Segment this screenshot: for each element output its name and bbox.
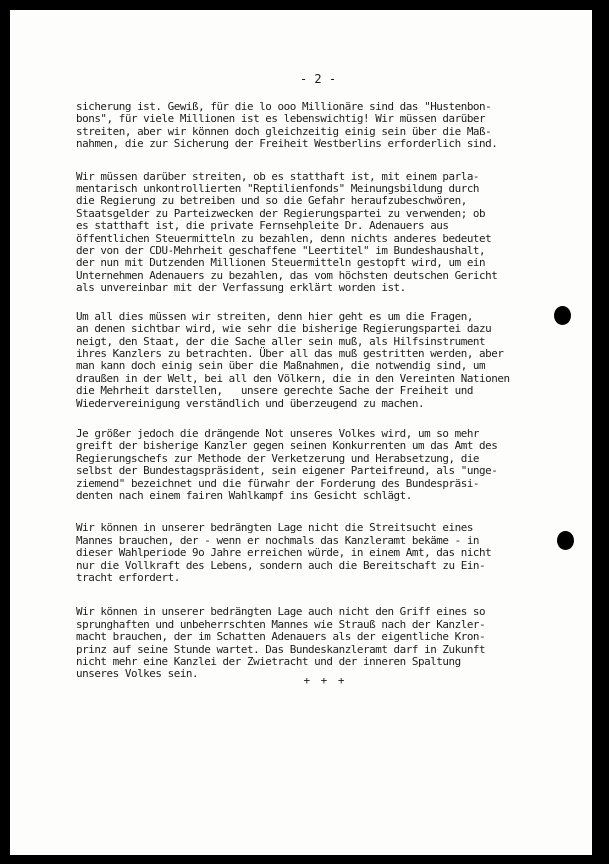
text-line: greift der bisherige Kanzler gegen seinen Konkurrenten um das Amt des — [76, 439, 498, 453]
text-line: Um all dies müssen wir streiten, denn hier geht es um die Fragen, — [76, 309, 473, 323]
text-line: Wir können in unserer bedrängten Lage auch nicht den Griff eines so — [76, 605, 486, 619]
paragraph-3 — [76, 311, 571, 410]
page-number: - 2 - — [299, 72, 337, 86]
text-line: nur die Vollkraft des Lebens, sondern auch die Bereitschaft zu Ein- — [76, 558, 486, 572]
paragraph-4 — [76, 428, 571, 502]
text-line: prinz auf seine Stunde wartet. Das Bundeskanzleramt darf in Zukunft — [76, 642, 486, 656]
text-line: öffentlichen Steuermitteln zu bezahlen, denn nichts anderes bedeutet — [76, 231, 492, 245]
text-line: denten nach einem fairen Wahlkampf ins Gesicht schlägt. — [76, 488, 412, 502]
punch-hole — [554, 306, 571, 325]
text-line: an denen sichtbar wird, wie sehr die bisherige Regierungspartei dazu — [76, 322, 492, 336]
text-line: sicherung ist. Gewiß, für die lo ooo Millionäre sind das "Hustenbon- — [76, 100, 492, 113]
text-line: die Mehrheit darstellen, unsere gerechte Sache der Freiheit und — [76, 384, 473, 398]
text-line: ihres Kanzlers zu betrachten. Über all das muß gestritten werden, aber — [76, 346, 504, 360]
text-line: macht brauchen, der im Schatten Adenauers als der eigentliche Kron- — [76, 630, 486, 644]
text-line: man kann doch einig sein über die Maßnahmen, die notwendig sind, um — [76, 359, 486, 373]
paragraph-2 — [76, 171, 571, 295]
text-line: Regierungschefs zur Methode der Verketzerung und Herabsetzung, die — [76, 451, 480, 465]
text-line: der nun mit Dutzenden Millionen Steuermitteln gestopft wird, um ein — [76, 256, 486, 270]
paragraph-1 — [76, 101, 571, 151]
punch-hole — [557, 531, 574, 550]
end-mark: + + + — [303, 674, 347, 687]
text-line: der von der CDU-Mehrheit geschaffene "Leertitel" im Bundeshaushalt, — [76, 244, 486, 258]
text-line: bons", für viele Millionen ist es lebenswichtig! Wir müssen darüber — [76, 112, 486, 126]
text-line: die Regierung zu betreiben und so die Gefahr heraufzubeschwören, — [76, 194, 467, 208]
text-line: Mannes brauchen, der - wenn er nochmals das Kanzleramt bekäme - in — [76, 533, 480, 547]
text-line: tracht erfordert. — [76, 571, 180, 584]
text-line: Je größer jedoch die drängende Not unseres Volkes wird, um so mehr — [76, 426, 480, 440]
text-line: Wir können in unserer bedrängten Lage nicht die Streitsucht eines — [76, 521, 473, 535]
paragraph-6 — [76, 606, 571, 680]
text-line: unseres Volkes sein. — [76, 667, 199, 681]
text-line: Wiedervereinigung verständlich und überzeugend zu machen. — [76, 396, 425, 410]
text-line: dieser Wahlperiode 9o Jahre erreichen würde, in einem Amt, das nicht — [76, 546, 492, 560]
text-line: Unternehmen Adenauers zu bezahlen, das vom höchsten deutschen Gericht — [76, 268, 498, 282]
document-page — [10, 10, 592, 855]
text-line: als unvereinbar mit der Verfassung erklärt worden ist. — [76, 281, 406, 295]
text-line: sprunghaften und unbeherrschten Mannes wie Strauß nach der Kanzler- — [76, 617, 486, 631]
text-line: es statthaft ist, die private Fernsehpleite Dr. Adenauers aus — [76, 219, 449, 233]
paragraph-5 — [76, 522, 571, 584]
text-line: nicht mehr eine Kanzlei der Zwietracht und der inneren Spaltung — [76, 655, 461, 669]
text-line: mentarisch unkontrollierten "Reptilienfonds" Meinungsbildung durch — [76, 182, 480, 196]
text-line: Staatsgelder zu Parteizwecken der Regierungspartei zu verwenden; ob — [76, 206, 486, 220]
text-line: Wir müssen darüber streiten, ob es statthaft ist, mit einem parla- — [76, 169, 480, 183]
text-line: selbst der Bundestagspräsident, sein eigener Parteifreund, als "unge- — [76, 464, 498, 478]
text-line: nahmen, die zur Sicherung der Freiheit Westberlins erforderlich sind. — [76, 137, 498, 151]
text-line: ziemend" bezeichnet und die fürwahr der Forderung des Bundespräsi- — [76, 476, 480, 490]
text-line: draußen in der Welt, bei all den Völkern, die in den Vereinten Nationen — [76, 371, 510, 385]
text-line: streiten, aber wir können doch gleichzeitig einig sein über die Maß- — [76, 124, 492, 138]
text-line: neigt, den Staat, der die Sache aller sein muß, als Hilfsinstrument — [76, 334, 486, 348]
document-body — [76, 101, 571, 681]
